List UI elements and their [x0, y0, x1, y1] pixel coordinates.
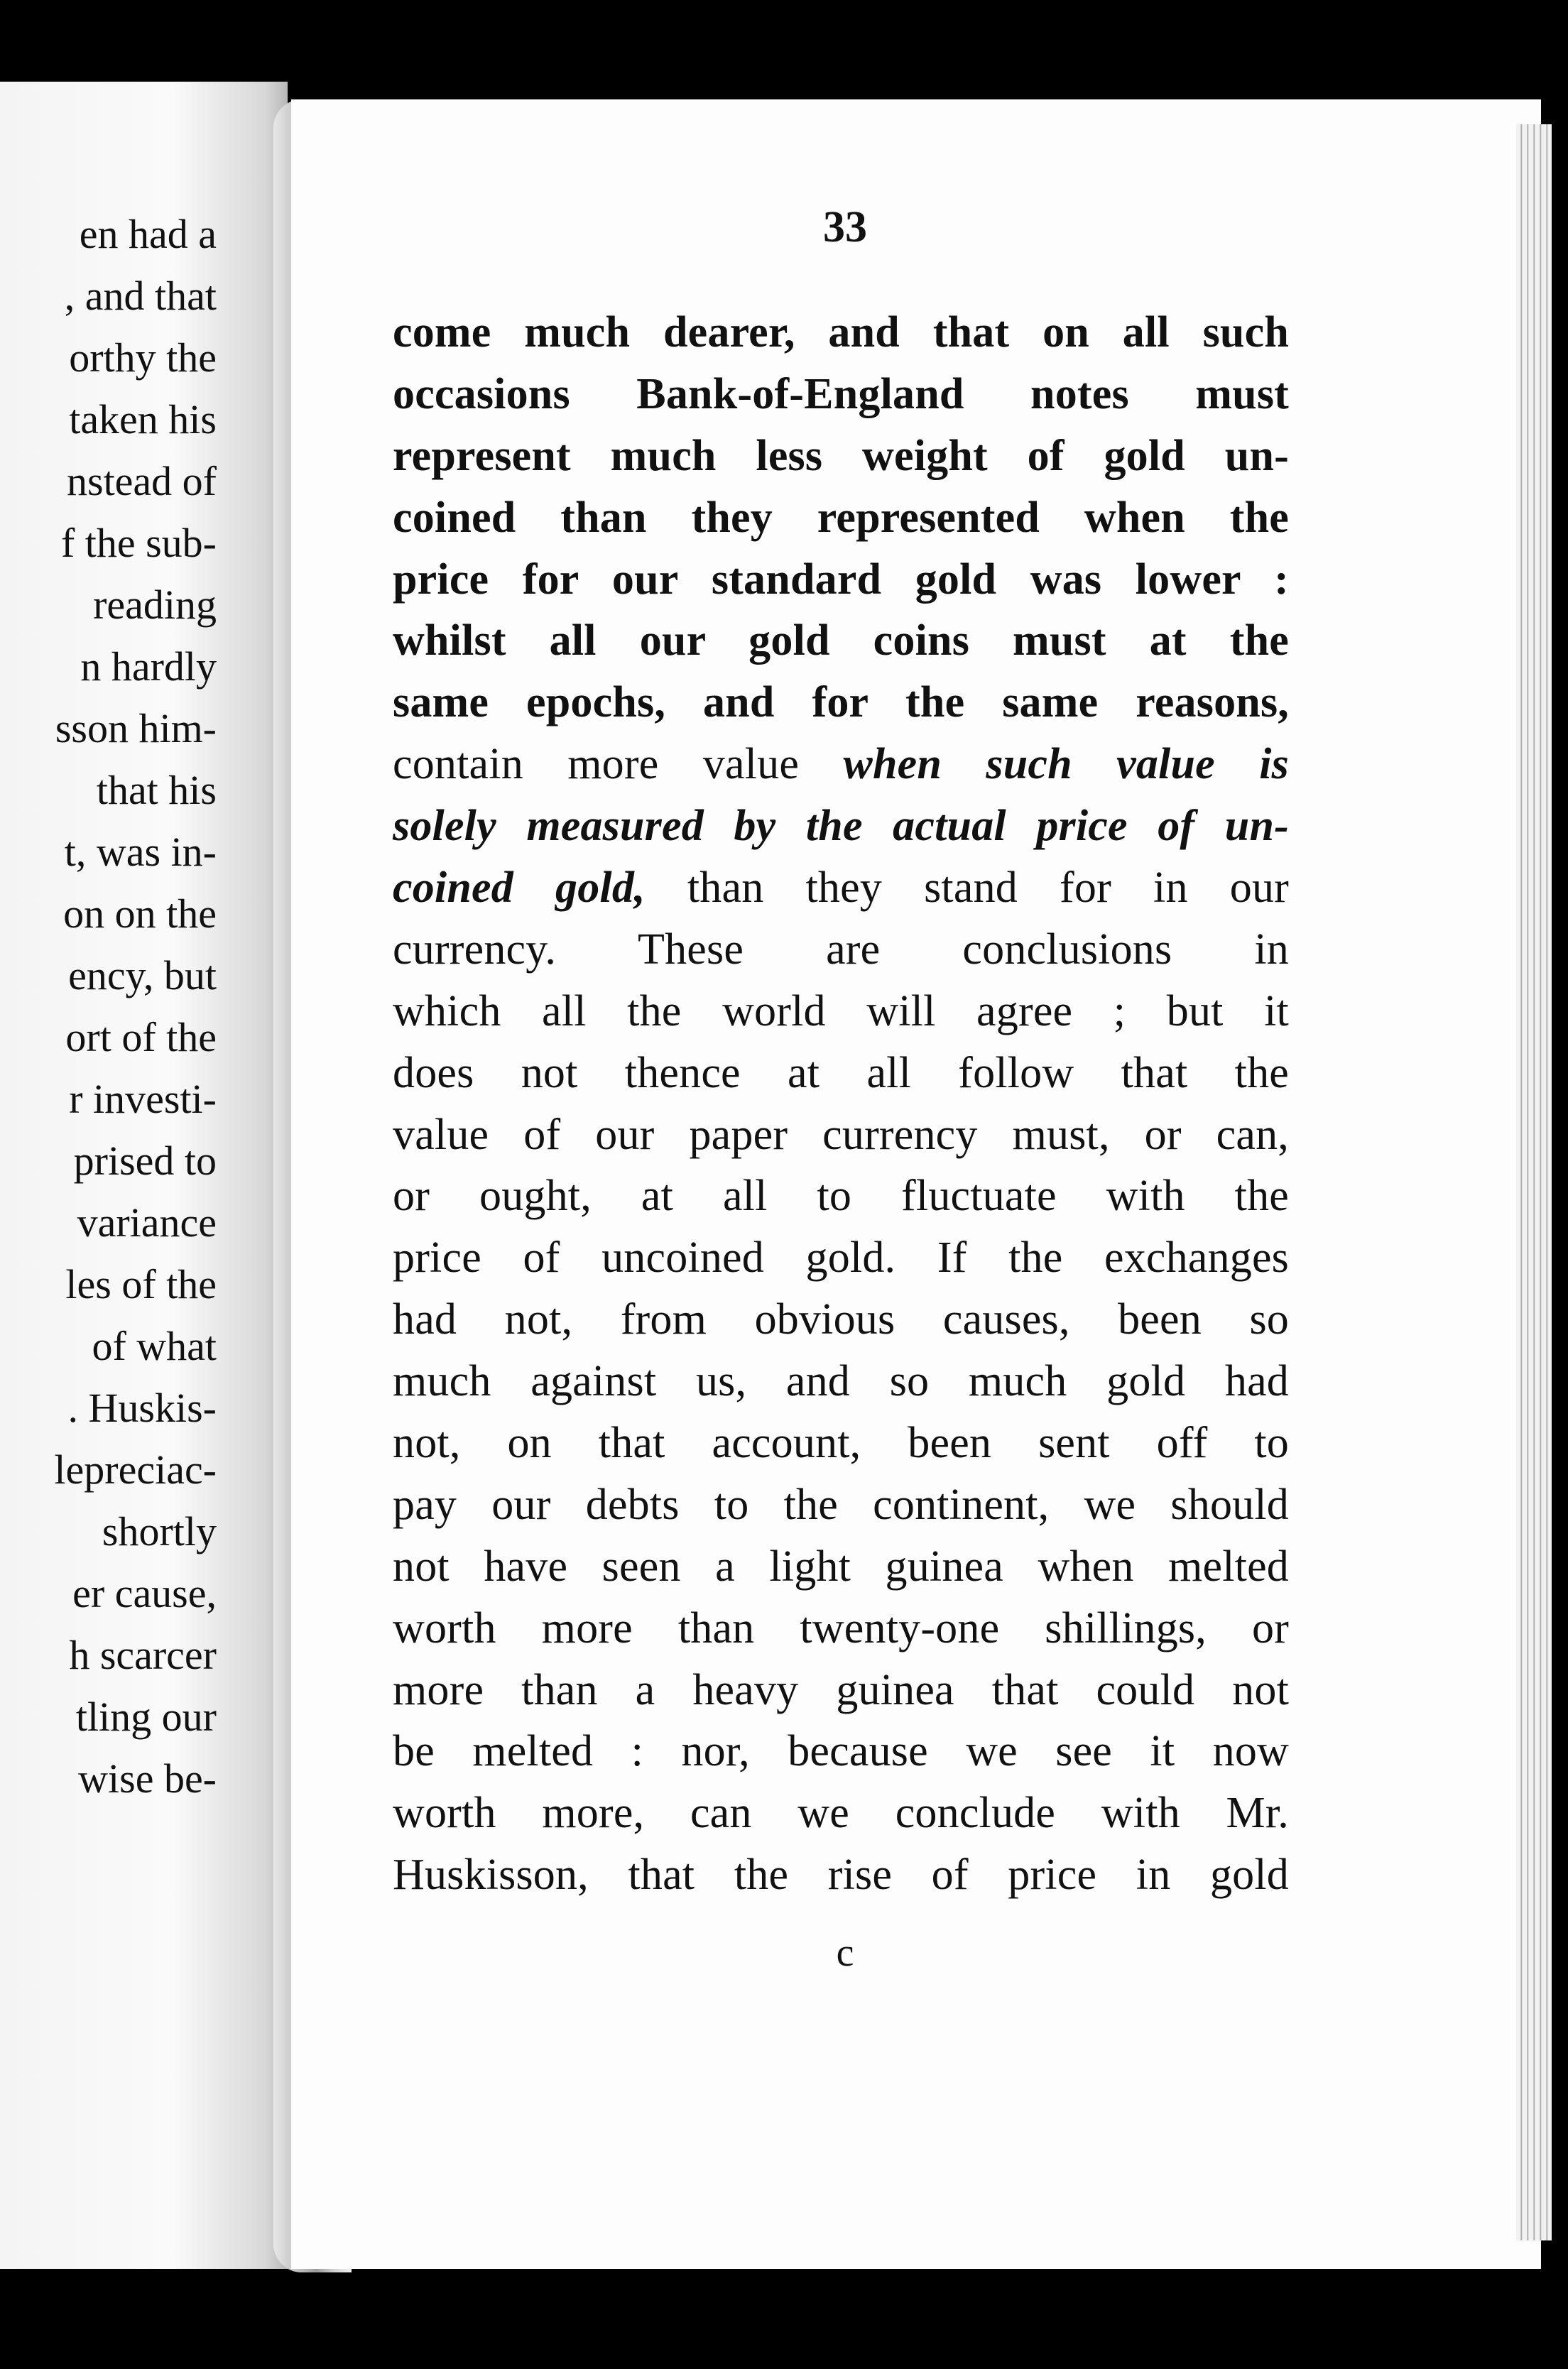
left-page-line: t, was in- [64, 829, 217, 875]
text-line: currency. These are conclusions in [393, 925, 1289, 974]
italic-text: solely measured by the actual price of un- [393, 802, 1289, 851]
text-line: not have seen a light guinea when melted [393, 1542, 1289, 1591]
text-line: contain more value when such value is [393, 740, 1289, 789]
left-page-line: that his [96, 767, 217, 813]
left-page-line: ency, but [68, 952, 217, 998]
text-line: value of our paper currency must, or can, [393, 1110, 1289, 1159]
left-page-line: orthy the [69, 334, 217, 381]
text-line: occasions Bank-of-England notes must [393, 369, 1289, 418]
text-line: had not, from obvious causes, been so [393, 1295, 1289, 1344]
left-page-line: . Huskis- [67, 1385, 217, 1431]
left-page-line: h scarcer [69, 1632, 217, 1678]
left-page-line: n hardly [80, 643, 217, 690]
left-page-line: sson him- [55, 705, 217, 751]
left-page-line: r investi- [69, 1076, 217, 1122]
text-line: much against us, and so much gold had [393, 1357, 1289, 1406]
left-page-line: , and that [64, 273, 217, 319]
text-line: or ought, at all to fluctuate with the [393, 1172, 1289, 1221]
left-page-line: f the sub- [60, 520, 217, 566]
left-page-line: nstead of [67, 458, 217, 504]
italic-text: when such value is [843, 740, 1289, 789]
text-line: pay our debts to the continent, we should [393, 1480, 1289, 1529]
text-line: whilst all our gold coins must at the [393, 616, 1289, 665]
left-page-line: variance [77, 1199, 217, 1246]
left-page-line: er cause, [72, 1570, 217, 1616]
text-line: more than a heavy guinea that could not [393, 1665, 1289, 1714]
text-line: which all the world will agree ; but it [393, 986, 1289, 1035]
left-page-line: reading [93, 582, 217, 628]
body-text [393, 302, 1289, 1906]
text-line: coined than they represented when the [393, 493, 1289, 542]
text-line: Huskisson, that the rise of price in gold [393, 1851, 1289, 1900]
left-page-line: lepreciac- [54, 1447, 217, 1493]
text-line: price for our standard gold was lower : [393, 555, 1289, 604]
left-page-line: en had a [79, 211, 217, 257]
left-page-line: on on the [63, 891, 217, 937]
text-line: does not thence at all follow that the [393, 1048, 1289, 1097]
text-line [393, 795, 1289, 857]
left-page-line: of what [92, 1323, 217, 1369]
text-line: coined gold, than they stand for in our [393, 864, 1289, 913]
text-line: price of uncoined gold. If the exchanges [393, 1233, 1289, 1282]
italic-text: coined gold, [393, 864, 646, 913]
text-line: represent much less weight of gold un- [393, 431, 1289, 480]
text-line: worth more than twenty-one shillings, or [393, 1603, 1289, 1652]
page-number: 33 [823, 203, 867, 251]
text-line: be melted : nor, because we see it now [393, 1727, 1289, 1776]
left-page-line: tling our [75, 1694, 217, 1740]
text-line: worth more, can we conclude with Mr. [393, 1789, 1289, 1838]
left-page-line: les of the [65, 1261, 217, 1307]
page-edges [1516, 124, 1552, 2240]
left-page-line: prised to [73, 1138, 217, 1184]
text-line: come much dearer, and that on all such [393, 308, 1289, 356]
left-page-line: wise be- [78, 1755, 217, 1802]
text-line: not, on that account, been sent off to [393, 1419, 1289, 1468]
left-page-line: taken his [69, 396, 217, 442]
signature-mark: c [836, 1931, 854, 1975]
text-line: same epochs, and for the same reasons, [393, 678, 1289, 727]
left-page-line: ort of the [65, 1014, 217, 1060]
left-page [0, 82, 288, 2269]
left-page-line: shortly [102, 1508, 217, 1554]
